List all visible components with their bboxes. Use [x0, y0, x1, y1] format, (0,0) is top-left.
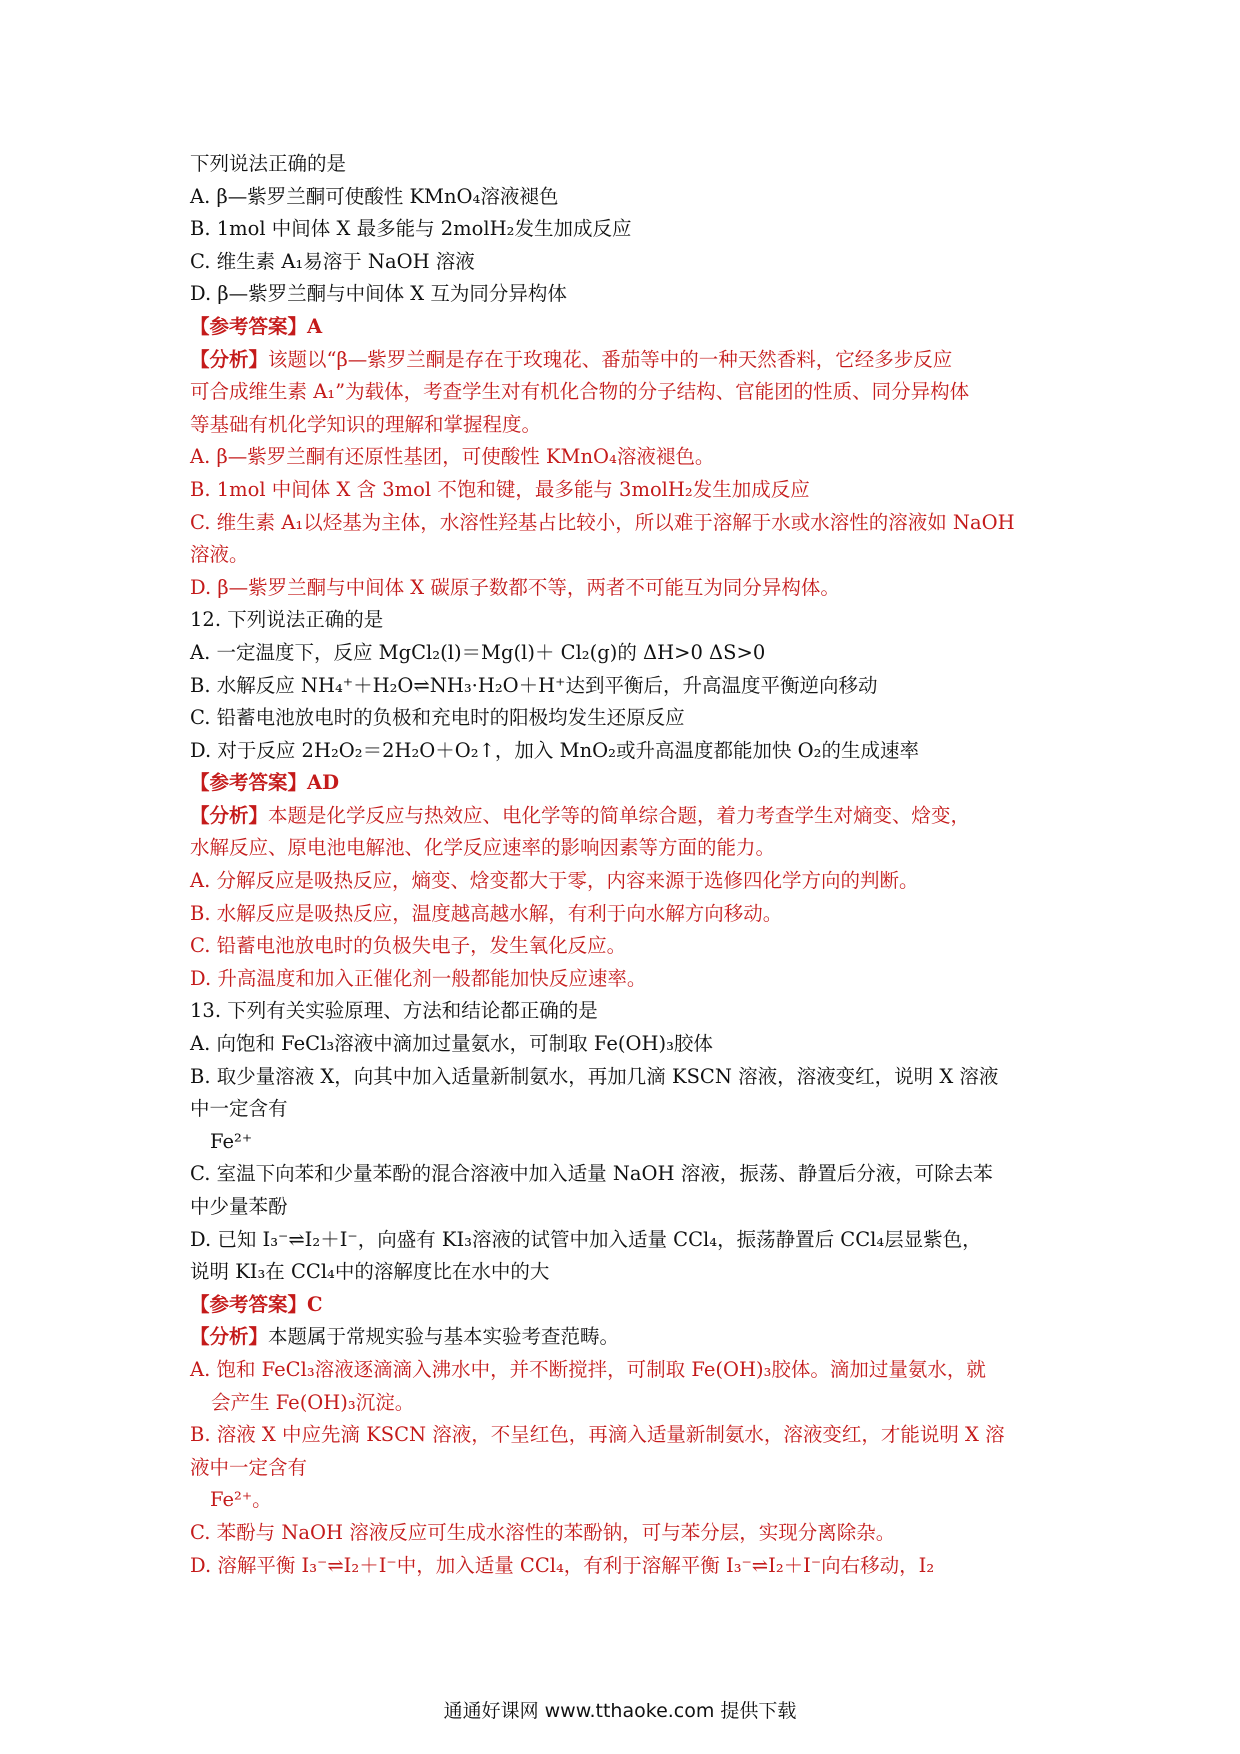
q11-option-c: C. 维生素 A₁易溶于 NaOH 溶液 [190, 249, 475, 273]
page-footer: 通通好课网 www.tthaoke.com 提供下载 [443, 1700, 797, 1722]
q11-stem: 下列说法正确的是 [190, 152, 347, 175]
q11-option-d: D. β—紫罗兰酮与中间体 X 互为同分异构体 [190, 282, 567, 306]
q13-analysis-b-1: B. 溶液 X 中应先滴 KSCN 溶液，不呈红色，再滴入适量新制氨水，溶液变红，才能说明 X 溶 [190, 1423, 1005, 1447]
q13-option-b-1: B. 取少量溶液 X，向其中加入适量新制氨水，再加几滴 KSCN 溶液，溶液变红，说明 X 溶液 [190, 1064, 999, 1088]
analysis-label: 【分析】 [190, 1325, 269, 1349]
q11-option-b: B. 1mol 中间体 X 最多能与 2molH₂发生加成反应 [190, 217, 632, 241]
q13-analysis-b-2: 液中一定含有 [190, 1455, 308, 1479]
q11-option-a: A. β—紫罗兰酮可使酸性 KMnO₄溶液褪色 [190, 184, 559, 208]
q13-option-c-1: C. 室温下向苯和少量苯酚的混合溶液中加入适量 NaOH 溶液，振荡、静置后分液，可除去苯 [190, 1162, 993, 1186]
q13-analysis-a-2: 会产生 Fe(OH)₃沉淀。 [211, 1390, 415, 1414]
q13-answer [190, 1289, 1060, 1322]
q13-option-d-2: 说明 KI₃在 CCl₄中的溶解度比在水中的大 [190, 1260, 550, 1284]
q12-option-a: A. 一定温度下，反应 MgCl₂(l)＝Mg(l)＋ Cl₂(g)的 ΔH>0 ΔS>0 [190, 640, 766, 664]
analysis-text: 本题是化学反应与热效应、电化学等的简单综合题，着力考查学生对熵变、焓变， [268, 803, 971, 827]
answer-value: C [307, 1292, 323, 1316]
analysis-label: 【分析】 [190, 803, 269, 827]
analysis-label: 【分析】 [190, 347, 269, 371]
q13-analysis-a-1: A. 饱和 FeCl₃溶液逐滴滴入沸水中，并不断搅拌，可制取 Fe(OH)₃胶体。滴加过量氨水，就 [190, 1357, 986, 1381]
q12-analysis-intro-2: 水解反应、原电池电解池、化学反应速率的影响因素等方面的能力。 [190, 836, 776, 860]
q11-answer [190, 311, 1060, 344]
q12-option-d: D. 对于反应 2H₂O₂＝2H₂O＋O₂↑，加入 MnO₂或升高温度都能加快 O₂的生成速率 [190, 738, 919, 762]
q11-analysis-intro-3: 等基础有机化学知识的理解和掌握程度。 [190, 412, 542, 436]
q13-option-d-1: D. 已知 I₃⁻⇌I₂＋I⁻，向盛有 KI₃溶液的试管中加入适量 CCl₄，振荡静置后 CCl₄层显紫色， [190, 1227, 982, 1251]
q11-analysis-c-1: C. 维生素 A₁以烃基为主体，水溶性羟基占比较小，所以难于溶解于水或水溶性的溶液如 NaOH [190, 510, 1015, 534]
q12-analysis-c: C. 铅蓄电池放电时的负极失电子，发生氧化反应。 [190, 934, 627, 958]
q12-option-c: C. 铅蓄电池放电时的负极和充电时的阳极均发生还原反应 [190, 706, 685, 730]
q12-analysis-intro-1 [190, 800, 1060, 833]
q11-analysis-intro-2: 可合成维生素 A₁”为载体，考查学生对有机化合物的分子结构、官能团的性质、同分异构体 [190, 380, 970, 404]
q13-option-a: A. 向饱和 FeCl₃溶液中滴加过量氨水，可制取 Fe(OH)₃胶体 [190, 1032, 713, 1056]
document-body [190, 148, 1060, 1582]
q13-stem: 13. 下列有关实验原理、方法和结论都正确的是 [190, 999, 598, 1023]
q12-analysis-d: D. 升高温度和加入正催化剂一般都能加快反应速率。 [190, 966, 647, 990]
q13-option-b-2: 中一定含有 [190, 1097, 288, 1121]
q13-analysis-c: C. 苯酚与 NaOH 溶液反应可生成水溶性的苯酚钠，可与苯分层，实现分离除杂。 [190, 1520, 896, 1544]
q12-stem: 12. 下列说法正确的是 [190, 608, 384, 632]
q13-analysis-intro [190, 1321, 1060, 1354]
q12-analysis-b: B. 水解反应是吸热反应，温度越高越水解，有利于向水解方向移动。 [190, 901, 783, 925]
q13-option-c-2: 中少量苯酚 [190, 1195, 288, 1218]
q12-analysis-a: A. 分解反应是吸热反应，熵变、焓变都大于零，内容来源于选修四化学方向的判断。 [190, 869, 919, 893]
q11-analysis-b: B. 1mol 中间体 X 含 3mol 不饱和键，最多能与 3molH₂发生加成反应 [190, 477, 810, 501]
answer-value: AD [307, 771, 340, 795]
q11-analysis-a: A. β—紫罗兰酮有还原性基团，可使酸性 KMnO₄溶液褪色。 [190, 445, 715, 469]
q12-option-b: B. 水解反应 NH₄⁺＋H₂O⇌NH₃·H₂O＋H⁺达到平衡后，升高温度平衡逆向移动 [190, 673, 878, 697]
answer-label: 【参考答案】 [190, 314, 308, 338]
analysis-text: 该题以“β—紫罗兰酮是存在于玫瑰花、番茄等中的一种天然香料，它经多步反应 [268, 347, 953, 371]
q13-analysis-b-3: Fe²⁺。 [210, 1488, 272, 1512]
answer-label: 【参考答案】 [190, 771, 308, 795]
q13-option-b-3: Fe²⁺ [210, 1129, 253, 1153]
q12-answer [190, 767, 1060, 800]
q13-analysis-d: D. 溶解平衡 I₃⁻⇌I₂＋I⁻中，加入适量 CCl₄，有利于溶解平衡 I₃⁻⇌I₂＋I⁻向右移动，I₂ [190, 1553, 935, 1577]
analysis-text: 本题属于常规实验与基本实验考查范畴。 [268, 1325, 620, 1349]
q11-analysis-intro-1 [190, 344, 1060, 377]
answer-label: 【参考答案】 [190, 1292, 308, 1316]
answer-value: A [307, 314, 323, 338]
q11-analysis-c-2: 溶液。 [190, 543, 249, 567]
q11-analysis-d: D. β—紫罗兰酮与中间体 X 碳原子数都不等，两者不可能互为同分异构体。 [190, 575, 840, 599]
